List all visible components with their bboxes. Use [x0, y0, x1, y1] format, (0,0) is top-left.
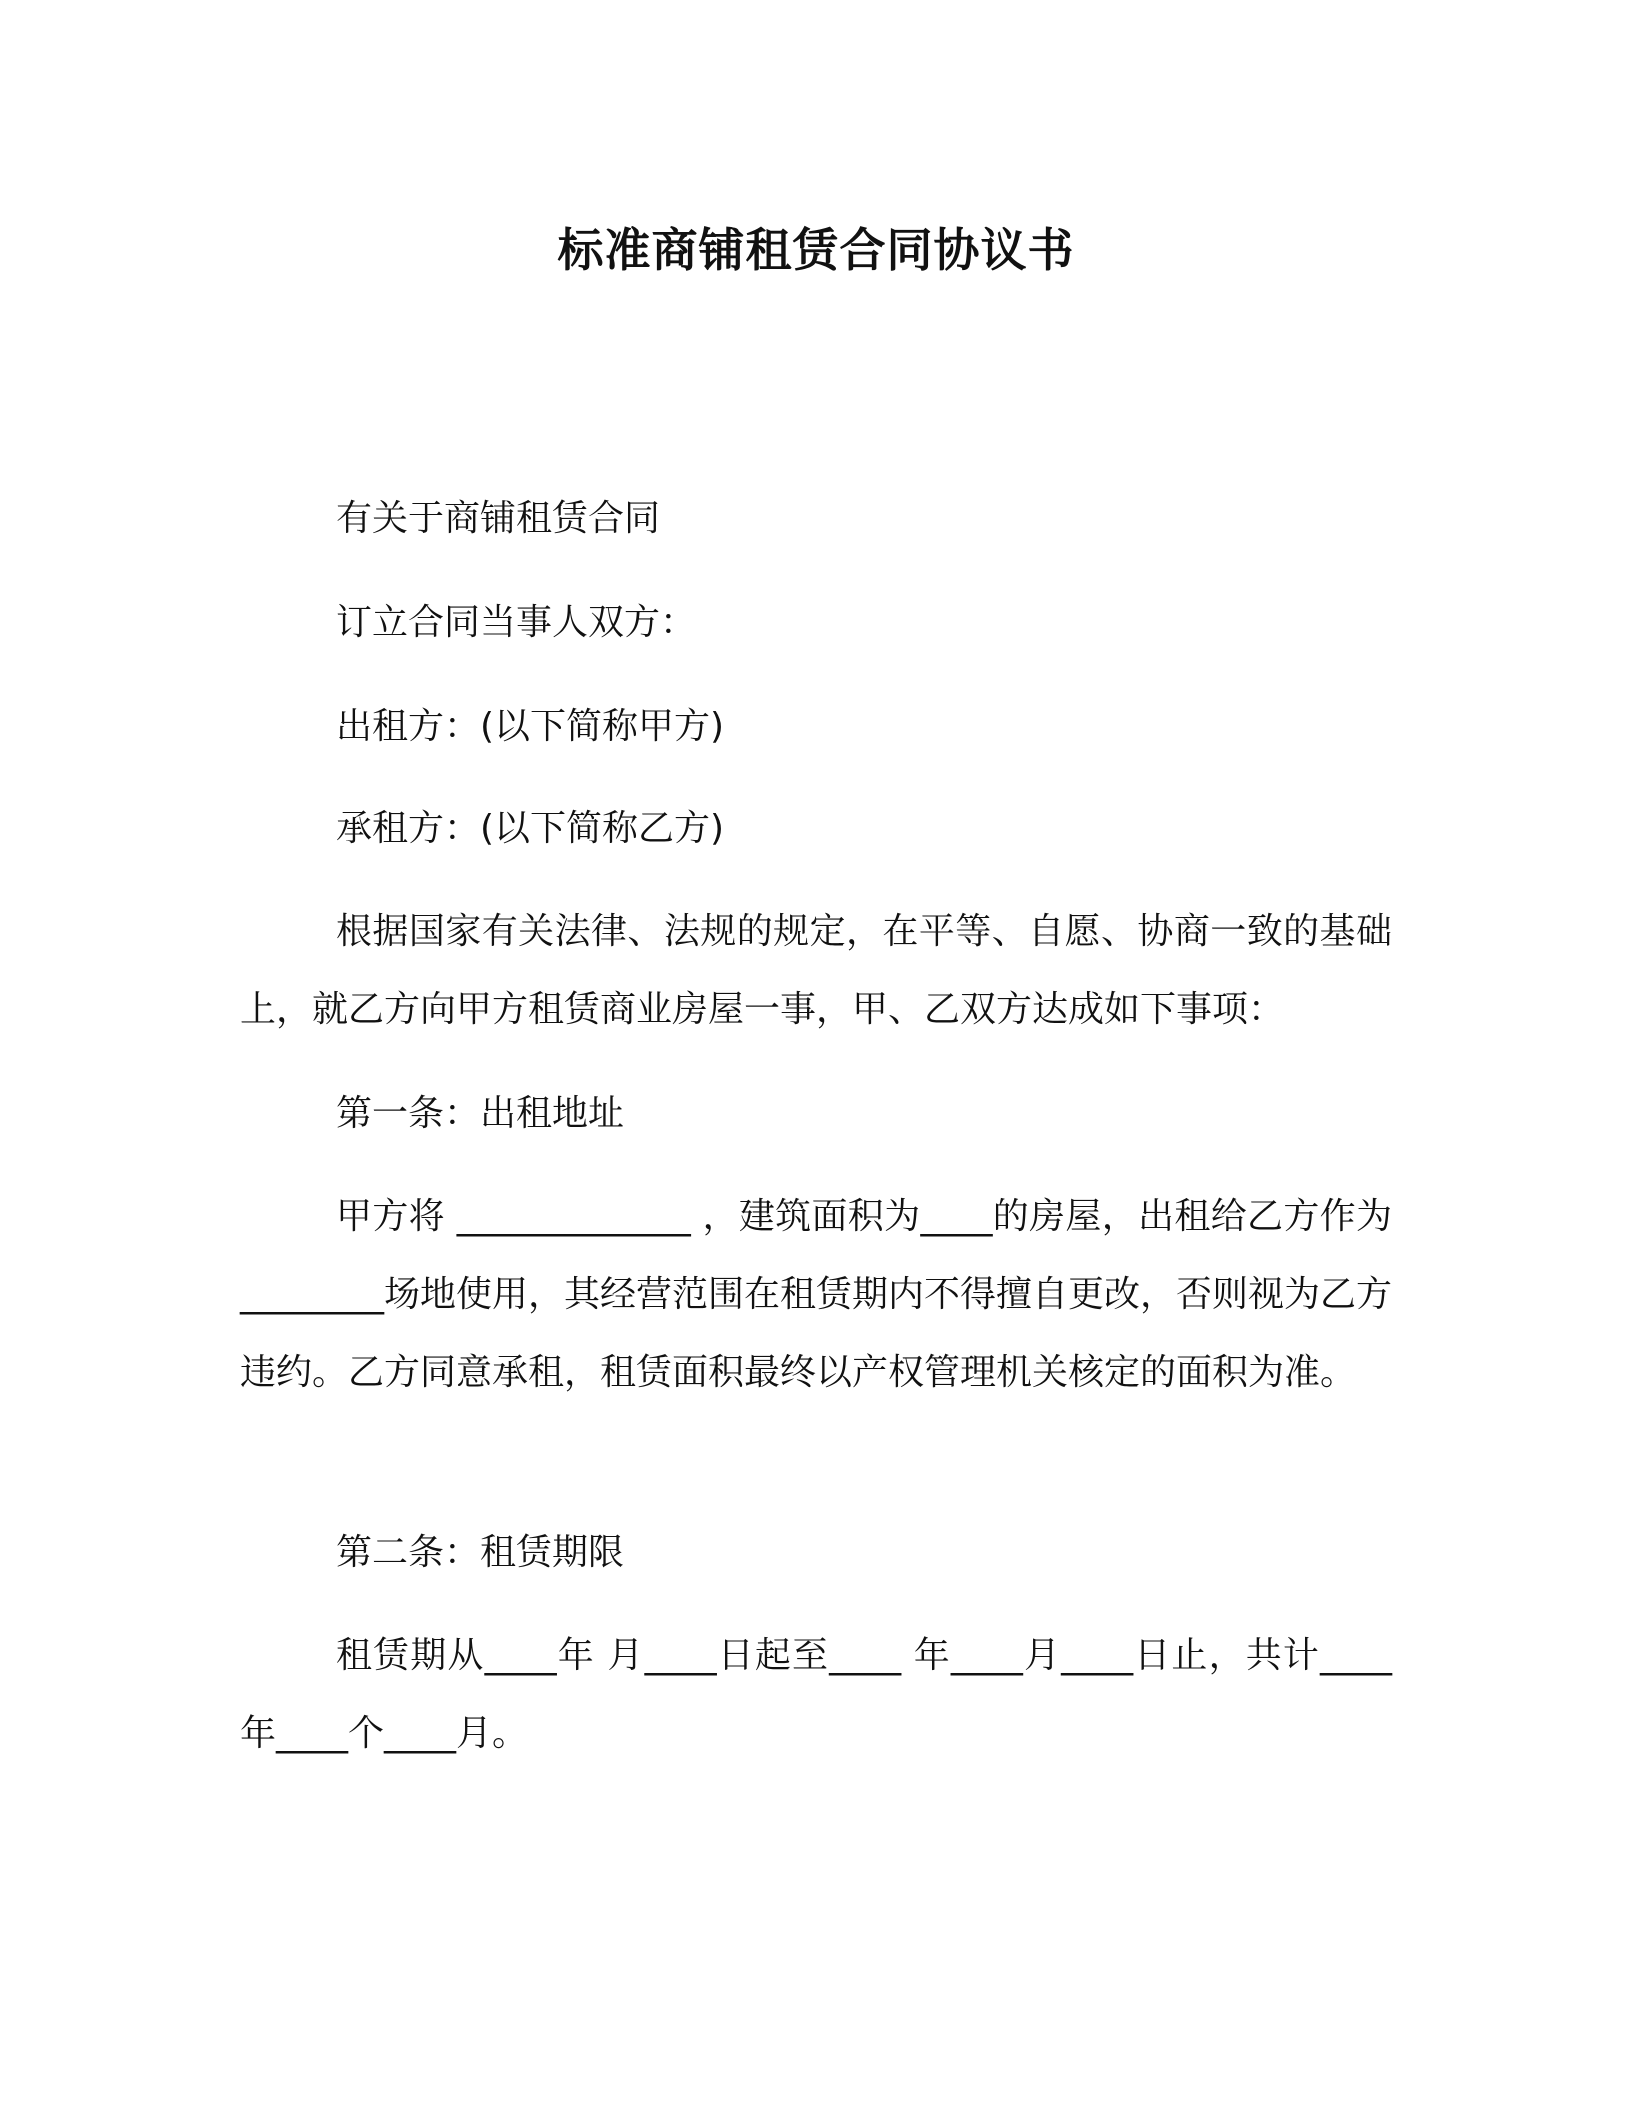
preamble-paragraph: 根据国家有关法律、法规的规定，在平等、自愿、协商一致的基础上，就乙方向甲方租赁商业房屋一事，甲、乙双方达成如下事项：: [240, 911, 1392, 1030]
subtitle-line: 有关于商铺租赁合同: [336, 498, 661, 539]
article2-heading: 第二条：租赁期限: [336, 1532, 625, 1573]
article1-heading: 第一条：出租地址: [336, 1093, 625, 1134]
lessor-line: 出租方：(以下简称甲方): [336, 706, 725, 747]
document-title: 标准商铺租赁合同协议书: [557, 223, 1075, 277]
article2-paragraph: 租赁期从____年 月____日起至____ 年____月____日止，共计____年____个____月。: [240, 1635, 1392, 1754]
lessee-line: 承租方：(以下简称乙方): [336, 808, 725, 849]
article1-paragraph: 甲方将 _____________ ，建筑面积为____的房屋，出租给乙方作为________场地使用，其经营范围在租赁期内不得擅自更改，否则视为乙方违约。乙方同意承租，租赁面积最终以产权管理机关核定的面积为准。: [240, 1196, 1393, 1393]
parties-intro-line: 订立合同当事人双方：: [336, 602, 697, 643]
